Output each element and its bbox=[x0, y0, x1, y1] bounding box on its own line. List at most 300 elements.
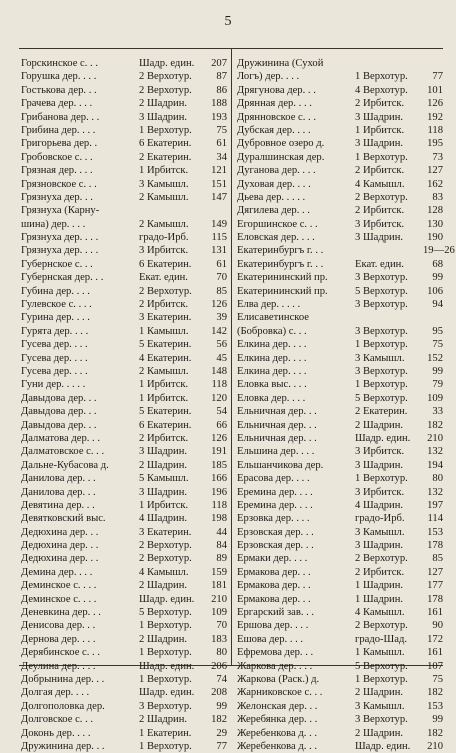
district-ref: 1 Верхотур. bbox=[355, 71, 408, 83]
index-entry bbox=[237, 231, 443, 244]
index-entry bbox=[21, 660, 227, 673]
district-ref bbox=[355, 244, 423, 257]
index-entry bbox=[21, 405, 227, 418]
place-name: Добрынина дер. . . bbox=[21, 673, 105, 685]
page-ref: 210 bbox=[427, 740, 443, 752]
page-ref: 128 bbox=[427, 205, 443, 217]
index-entry bbox=[21, 512, 227, 525]
district-ref: 5 Верхотур. bbox=[355, 660, 408, 672]
page-ref: 109 bbox=[211, 607, 227, 619]
page-ref: 130 bbox=[427, 218, 443, 230]
index-entry bbox=[237, 700, 443, 713]
district-ref: 6 Екатерин. bbox=[139, 419, 192, 431]
place-name: Ершова дер. . . . bbox=[237, 620, 309, 632]
place-name: Дубская дер. . . . bbox=[237, 124, 311, 136]
page-ref: 109 bbox=[427, 392, 443, 404]
index-entry bbox=[237, 352, 443, 365]
page-ref: 153 bbox=[427, 700, 443, 712]
index-entry bbox=[21, 593, 227, 606]
place-name: Ермакова дер. . . bbox=[237, 566, 311, 578]
index-entry bbox=[237, 579, 443, 592]
place-name: Девятина дер. . . bbox=[21, 499, 95, 511]
index-entry bbox=[237, 57, 443, 70]
place-name: Дальне-Кубасова д. bbox=[21, 459, 109, 471]
index-entry bbox=[21, 606, 227, 619]
index-entry bbox=[21, 97, 227, 110]
page-ref: 80 bbox=[432, 473, 443, 485]
index-entry bbox=[237, 325, 443, 338]
district-ref: 1 Верхотур. bbox=[355, 339, 408, 351]
district-ref: 4 Камышл. bbox=[355, 607, 405, 619]
page-ref: 75 bbox=[216, 124, 227, 136]
index-entry bbox=[237, 378, 443, 391]
index-entry bbox=[21, 552, 227, 565]
place-name: Жаркова дер. . . . bbox=[237, 660, 313, 672]
index-entry bbox=[237, 633, 443, 646]
index-entry bbox=[21, 686, 227, 699]
district-ref: 1 Верхотур. bbox=[355, 673, 408, 685]
page-ref: 90 bbox=[432, 620, 443, 632]
page-ref: 182 bbox=[427, 419, 443, 431]
index-entry bbox=[237, 566, 443, 579]
place-name: Ермакова дер. . . bbox=[237, 593, 311, 605]
place-name: Елва дер. . . . . bbox=[237, 299, 301, 311]
index-entry bbox=[21, 70, 227, 83]
district-ref: 2 Шадрин. bbox=[139, 459, 188, 471]
place-name: Дрянновское с. . . bbox=[237, 111, 317, 123]
place-name: Ерзовка дер. . . . bbox=[237, 513, 310, 525]
district-ref bbox=[139, 204, 207, 217]
page-ref: 75 bbox=[432, 673, 443, 685]
index-entry bbox=[21, 57, 227, 70]
district-ref: Шадр. един. bbox=[355, 432, 411, 444]
place-name: Грачева дер. . . . bbox=[21, 98, 93, 110]
page-ref: 74 bbox=[216, 673, 227, 685]
index-entry bbox=[21, 566, 227, 579]
place-name: Ельничная дер. . . bbox=[237, 432, 317, 444]
index-entry bbox=[21, 178, 227, 191]
place-name: Ефремова дер. . . bbox=[237, 647, 314, 659]
place-name: Елкина дер. . . . bbox=[237, 365, 307, 377]
page-ref: 19—26 bbox=[423, 245, 455, 257]
district-ref: 3 Верхотур. bbox=[355, 714, 408, 726]
district-ref: 1 Ирбитск. bbox=[139, 379, 189, 391]
place-name: Дружинина дер. . . bbox=[21, 740, 105, 752]
place-name: Долгополовка дер. bbox=[21, 700, 105, 712]
page-ref: 210 bbox=[211, 593, 227, 605]
place-name: Ермакова дер. . . bbox=[237, 580, 311, 592]
district-ref: 2 Камышл. bbox=[139, 365, 189, 377]
page-ref: 178 bbox=[427, 593, 443, 605]
index-entry bbox=[237, 593, 443, 606]
district-ref: 2 Ирбитск. bbox=[355, 205, 405, 217]
index-entry bbox=[237, 499, 443, 512]
page-ref: 152 bbox=[427, 352, 443, 364]
district-ref: 3 Ирбитск. bbox=[355, 486, 405, 498]
place-name: Грязнуха дер. . . . bbox=[21, 232, 99, 244]
place-name: Елкина дер. . . . bbox=[237, 339, 307, 351]
index-entry bbox=[21, 338, 227, 351]
place-name: Елкина дер. . . . bbox=[237, 352, 307, 364]
place-name: Грязновское с. . . bbox=[21, 178, 97, 190]
place-name: Духовая дер. . . . bbox=[237, 178, 311, 190]
index-entry bbox=[237, 204, 443, 217]
page-ref: 99 bbox=[216, 700, 227, 712]
page-ref: 118 bbox=[211, 379, 227, 391]
place-name: Гусева дер. . . . bbox=[21, 352, 88, 364]
place-name: (Бобровка) с. . . bbox=[237, 325, 307, 337]
page-ref: 33 bbox=[432, 406, 443, 418]
place-name: Дерябинское с. . . bbox=[21, 647, 100, 659]
index-entry bbox=[237, 686, 443, 699]
district-ref: 4 Шадрин. bbox=[139, 513, 188, 525]
place-name: Губернская дер. . . bbox=[21, 272, 104, 284]
district-ref: 5 Камышл. bbox=[139, 473, 189, 485]
district-ref: 3 Камышл. bbox=[355, 700, 405, 712]
index-table bbox=[19, 48, 455, 752]
page-ref: 121 bbox=[211, 165, 227, 177]
page-ref: 210 bbox=[427, 432, 443, 444]
page-ref: 142 bbox=[211, 325, 227, 337]
place-name: Ерзовская дер. . . bbox=[237, 526, 314, 538]
place-name: Жарниковское с. . . bbox=[237, 687, 323, 699]
page-ref: 193 bbox=[211, 111, 227, 123]
place-name: Ельничная дер. . . bbox=[237, 406, 317, 418]
place-name: Деневкина дер. . . bbox=[21, 607, 101, 619]
district-ref: 2 Верхотур. bbox=[355, 620, 408, 632]
index-entry bbox=[21, 285, 227, 298]
page-ref: 80 bbox=[216, 647, 227, 659]
page-ref: 85 bbox=[432, 553, 443, 565]
district-ref: 2 Ирбитск. bbox=[355, 566, 405, 578]
district-ref: 1 Камышл. bbox=[139, 325, 189, 337]
index-entry bbox=[21, 258, 227, 271]
district-ref: Екат. един. bbox=[139, 272, 188, 284]
page-ref: 45 bbox=[216, 352, 227, 364]
district-ref: 3 Шадрин. bbox=[139, 111, 188, 123]
column-divider bbox=[231, 49, 232, 665]
place-name: Екатеринбургъ г. . . bbox=[237, 258, 324, 270]
place-name: Жеребенкова д. . . bbox=[237, 727, 318, 739]
place-name: Ешова дер. . . . bbox=[237, 633, 304, 645]
place-name: Елисаветинское bbox=[237, 312, 310, 324]
page-ref: 83 bbox=[432, 191, 443, 203]
district-ref: 2 Екатерин. bbox=[139, 151, 192, 163]
district-ref: 3 Ирбитск. bbox=[355, 218, 405, 230]
index-entry bbox=[21, 619, 227, 632]
place-name: Дедюхина дер. . . bbox=[21, 540, 99, 552]
page-ref: 39 bbox=[216, 312, 227, 324]
district-ref: 4 Камышл. bbox=[139, 566, 189, 578]
page-ref: 66 bbox=[216, 419, 227, 431]
index-entry bbox=[21, 539, 227, 552]
index-entry bbox=[237, 619, 443, 632]
place-name: Гусева дер. . . . bbox=[21, 365, 88, 377]
district-ref: 6 Екатерин. bbox=[139, 138, 192, 150]
district-ref: 2 Шадрин. bbox=[139, 633, 188, 645]
page-ref: 126 bbox=[211, 432, 227, 444]
page-ref: 149 bbox=[211, 218, 227, 230]
index-entry bbox=[237, 97, 443, 110]
district-ref: Шадр. един. bbox=[139, 58, 195, 69]
page-ref: 196 bbox=[211, 486, 227, 498]
district-ref: 2 Шадрин. bbox=[139, 714, 188, 726]
place-name: Ельшанчикова дер. bbox=[237, 459, 324, 471]
place-name: Грязная дер. . . . bbox=[21, 165, 93, 177]
index-entry bbox=[237, 432, 443, 445]
page-ref: 132 bbox=[427, 446, 443, 458]
place-name: Екатерининский пр. bbox=[237, 272, 328, 284]
page-ref: 178 bbox=[427, 540, 443, 552]
place-name: Еремина дер. . . . bbox=[237, 499, 313, 511]
district-ref: 1 Ирбитск. bbox=[139, 165, 189, 177]
page-ref: 194 bbox=[427, 459, 443, 471]
index-entry bbox=[21, 271, 227, 284]
district-ref: 2 Камышл. bbox=[139, 218, 189, 230]
district-ref: 1 Верхотур. bbox=[355, 151, 408, 163]
district-ref: 2 Шадрин. bbox=[139, 98, 188, 110]
district-ref: 2 Шадрин. bbox=[139, 580, 188, 592]
index-entry bbox=[21, 459, 227, 472]
place-name: Дернова дер. . . . bbox=[21, 633, 96, 645]
place-name: Данилова дер. . . bbox=[21, 473, 96, 485]
index-entry bbox=[21, 191, 227, 204]
district-ref: 3 Шадрин. bbox=[355, 232, 404, 244]
page-ref: 68 bbox=[432, 258, 443, 270]
index-entry bbox=[21, 486, 227, 499]
district-ref: 3 Камышл. bbox=[355, 352, 405, 364]
place-name: Гусева дер. . . . bbox=[21, 339, 88, 351]
index-entry bbox=[237, 151, 443, 164]
page-ref bbox=[423, 311, 443, 324]
index-entry bbox=[21, 499, 227, 512]
page-ref: 183 bbox=[211, 633, 227, 645]
district-ref: 2 Шадрин. bbox=[355, 419, 404, 431]
page-ref: 87 bbox=[216, 71, 227, 83]
district-ref: Екат. един. bbox=[355, 258, 404, 270]
place-name: Губина дер. . . . bbox=[21, 285, 90, 297]
index-entry bbox=[237, 178, 443, 191]
district-ref: 4 Верхотур. bbox=[355, 84, 408, 96]
district-ref: 2 Камышл. bbox=[139, 191, 189, 203]
district-ref bbox=[355, 311, 423, 324]
page-ref: 106 bbox=[427, 285, 443, 297]
left-column bbox=[21, 57, 227, 753]
district-ref: 2 Верхотур. bbox=[139, 553, 192, 565]
place-name: Грибина дер. . . . bbox=[21, 124, 96, 136]
page-ref: 95 bbox=[432, 325, 443, 337]
district-ref: градо-Шад. bbox=[355, 633, 407, 645]
index-entry bbox=[21, 231, 227, 244]
page-ref: 185 bbox=[211, 459, 227, 471]
district-ref: 2 Верхотур. bbox=[355, 553, 408, 565]
index-entry bbox=[21, 311, 227, 324]
district-ref: 2 Шадрин. bbox=[355, 727, 404, 739]
index-entry bbox=[21, 204, 227, 217]
place-name: Дедюхина дер. . . bbox=[21, 553, 99, 565]
place-name: Жаркова (Раск.) д. bbox=[237, 673, 320, 685]
page-ref: 44 bbox=[216, 526, 227, 538]
district-ref: 5 Екатерин. bbox=[139, 406, 192, 418]
place-name: Ермаки дер. . . . bbox=[237, 553, 308, 565]
place-name: Гурина дер. . . . bbox=[21, 312, 90, 324]
index-entry bbox=[237, 512, 443, 525]
index-entry bbox=[21, 298, 227, 311]
place-name: Дубровное озеро д. bbox=[237, 138, 325, 150]
district-ref: 3 Екатерин. bbox=[139, 312, 192, 324]
district-ref: градо-Ирб. bbox=[139, 232, 189, 244]
place-name: Дуралшинская дер. bbox=[237, 151, 325, 163]
page-ref: 161 bbox=[427, 647, 443, 659]
page-ref: 115 bbox=[211, 232, 227, 244]
page-ref: 99 bbox=[432, 365, 443, 377]
district-ref: 1 Верхотур. bbox=[139, 673, 192, 685]
place-name: Григорьева дер. . bbox=[21, 138, 98, 150]
page-ref: 151 bbox=[211, 178, 227, 190]
place-name: Грибанова дер. . . bbox=[21, 111, 100, 123]
place-name: Гуни дер. . . . . bbox=[21, 379, 86, 391]
place-name: Деминское с. . . . bbox=[21, 580, 97, 592]
place-name: Ергарский зав. . . bbox=[237, 607, 315, 619]
index-entry bbox=[21, 84, 227, 97]
district-ref: 3 Камышл. bbox=[139, 178, 189, 190]
district-ref: 3 Верхотур. bbox=[355, 299, 408, 311]
district-ref: 1 Верхотур. bbox=[139, 740, 192, 752]
index-entry bbox=[237, 70, 443, 83]
place-name: Дуганова дер. . . . bbox=[237, 165, 316, 177]
place-name: Деулина дер. . . . bbox=[21, 660, 96, 672]
page-ref: 191 bbox=[211, 446, 227, 458]
district-ref bbox=[355, 57, 423, 70]
page-ref: 73 bbox=[432, 151, 443, 163]
place-name: Ельничная дер. . . bbox=[237, 419, 317, 431]
page-ref: 192 bbox=[427, 111, 443, 123]
index-entry bbox=[21, 579, 227, 592]
place-name: Долгая дер. . . . bbox=[21, 687, 90, 699]
index-entry bbox=[21, 727, 227, 740]
district-ref: 1 Ирбитск. bbox=[355, 124, 405, 136]
index-entry bbox=[237, 526, 443, 539]
district-ref: 1 Екатерин. bbox=[139, 727, 192, 739]
page-ref: 206 bbox=[211, 660, 227, 672]
index-entry bbox=[237, 218, 443, 231]
page-ref: 182 bbox=[427, 687, 443, 699]
page-ref: 85 bbox=[216, 285, 227, 297]
district-ref: 3 Шадрин. bbox=[355, 111, 404, 123]
index-entry bbox=[237, 740, 443, 753]
page-ref: 114 bbox=[427, 513, 443, 525]
page-ref bbox=[423, 57, 443, 70]
index-entry bbox=[21, 124, 227, 137]
index-entry bbox=[21, 633, 227, 646]
page-ref: 127 bbox=[427, 566, 443, 578]
index-entry bbox=[237, 164, 443, 177]
index-entry bbox=[21, 392, 227, 405]
page-ref: 153 bbox=[427, 526, 443, 538]
index-entry bbox=[237, 445, 443, 458]
page-ref: 181 bbox=[211, 580, 227, 592]
district-ref: 2 Екатерин. bbox=[355, 406, 408, 418]
page-ref: 70 bbox=[216, 272, 227, 284]
district-ref: 3 Екатерин. bbox=[139, 526, 192, 538]
district-ref: 1 Шадрин. bbox=[355, 580, 404, 592]
district-ref: градо-Ирб. bbox=[355, 513, 405, 525]
place-name: Дружинина (Сухой bbox=[237, 58, 324, 69]
index-entry bbox=[21, 151, 227, 164]
index-entry bbox=[21, 352, 227, 365]
index-entry bbox=[237, 472, 443, 485]
place-name: Доконь дер. . . . bbox=[21, 727, 91, 739]
place-name: Далматовское с. . . bbox=[21, 446, 105, 458]
index-entry bbox=[237, 405, 443, 418]
district-ref: Шадр. един. bbox=[355, 740, 411, 752]
page-ref: 75 bbox=[432, 339, 443, 351]
place-name: Данилова дер. . . bbox=[21, 486, 96, 498]
place-name: Еловка выс. . . . bbox=[237, 379, 307, 391]
place-name: Ерасова дер. . . . bbox=[237, 473, 310, 485]
page-ref: 118 bbox=[427, 124, 443, 136]
district-ref: 1 Шадрин. bbox=[355, 593, 404, 605]
index-entry bbox=[237, 713, 443, 726]
index-entry bbox=[21, 164, 227, 177]
district-ref: 1 Верхотур. bbox=[139, 124, 192, 136]
index-entry bbox=[237, 660, 443, 673]
index-entry bbox=[237, 419, 443, 432]
index-entry bbox=[237, 486, 443, 499]
place-name: Ерзовская дер. . . bbox=[237, 540, 314, 552]
page-number: 5 bbox=[224, 14, 232, 29]
page-ref: 188 bbox=[211, 98, 227, 110]
district-ref: 4 Екатерин. bbox=[139, 352, 192, 364]
place-name: Грязнуха дер. . . . bbox=[21, 245, 99, 257]
index-entry bbox=[237, 285, 443, 298]
page-ref: 61 bbox=[216, 138, 227, 150]
page-ref: 70 bbox=[216, 620, 227, 632]
place-name: Давыдова дер. . . bbox=[21, 392, 97, 404]
place-name: Екатерининский пр. bbox=[237, 285, 328, 297]
place-name: Дрянная дер. . . . bbox=[237, 98, 312, 110]
district-ref: 3 Шадрин. bbox=[355, 138, 404, 150]
district-ref: 1 Камышл. bbox=[355, 647, 405, 659]
index-entry bbox=[21, 526, 227, 539]
page-ref: 118 bbox=[211, 499, 227, 511]
district-ref: 6 Екатерин. bbox=[139, 258, 192, 270]
page-ref: 126 bbox=[427, 98, 443, 110]
district-ref: 3 Верхотур. bbox=[355, 272, 408, 284]
place-name: Губернское с. . . bbox=[21, 258, 93, 270]
district-ref: 3 Ирбитск. bbox=[139, 245, 189, 257]
district-ref: 3 Верхотур. bbox=[139, 700, 192, 712]
index-entry bbox=[237, 258, 443, 271]
district-ref: 4 Шадрин. bbox=[355, 499, 404, 511]
district-ref: 1 Верхотур. bbox=[139, 647, 192, 659]
index-entry bbox=[237, 727, 443, 740]
place-name: Дягилева дер. . . bbox=[237, 205, 310, 217]
page-ref: 190 bbox=[427, 232, 443, 244]
page-ref: 161 bbox=[427, 607, 443, 619]
place-name: Гробовское с. . . bbox=[21, 151, 93, 163]
page-ref: 162 bbox=[427, 178, 443, 190]
page-ref: 94 bbox=[432, 299, 443, 311]
index-entry bbox=[21, 419, 227, 432]
place-name: Желонская дер. . . bbox=[237, 700, 318, 712]
index-entry bbox=[21, 472, 227, 485]
district-ref: 2 Верхотур. bbox=[139, 84, 192, 96]
district-ref: 2 Ирбитск. bbox=[139, 432, 189, 444]
place-name: Демина дер. . . . bbox=[21, 566, 93, 578]
district-ref: 3 Шадрин. bbox=[139, 486, 188, 498]
index-entry bbox=[237, 459, 443, 472]
